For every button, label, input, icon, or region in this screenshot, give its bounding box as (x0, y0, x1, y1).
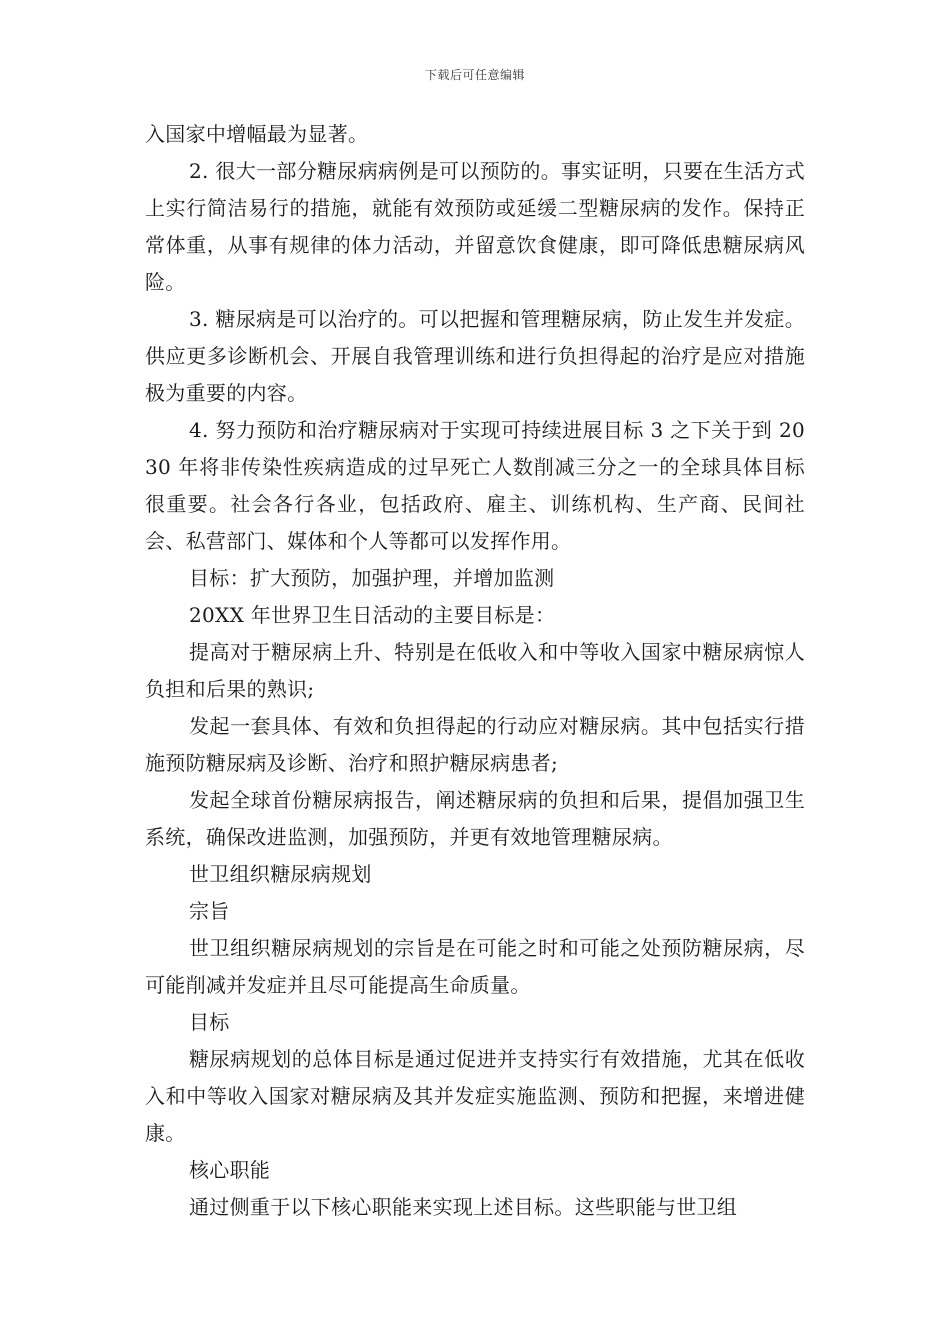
section-heading-programme: 世卫组织糖尿病规划 (189, 862, 372, 886)
paragraph-point-2: 2. 很大一部分糖尿病病例是可以预防的。事实证明，只要在生活方式上实行简洁易行的措施，就能有效预防或延缓二型糖尿病的发作。保持正常体重，从事有规律的体力活动，并留意饮食健康，即可降低患糖尿病风险。 (145, 159, 805, 294)
paragraph-goal-report: 发起全球首份糖尿病报告，阐述糖尿病的负担和后果，提倡加强卫生系统，确保改进监测，加强预防，并更有效地管理糖尿病。 (145, 788, 805, 849)
paragraph-objective: 糖尿病规划的总体目标是通过促进并支持实行有效措施，尤其在低收入和中等收入国家对糖尿病及其并发症实施监测、预防和把握，来增进健康。 (145, 1047, 805, 1145)
page-header: 下载后可任意编辑 (424, 68, 525, 82)
paragraph-core-functions: 通过侧重于以下核心职能来实现上述目标。这些职能与世卫组 (189, 1195, 738, 1219)
section-heading-purpose: 宗旨 (189, 899, 230, 923)
paragraph-goal-heading: 目标：扩大预防，加强护理，并增加监测 (189, 566, 555, 590)
section-heading-core-functions: 核心职能 (189, 1158, 271, 1182)
paragraph-continuation: 入国家中增幅最为显著。 (145, 122, 369, 146)
paragraph-goal-awareness: 提高对于糖尿病上升、特别是在低收入和中等收入国家中糖尿病惊人负担和后果的熟识; (145, 640, 805, 701)
paragraph-purpose: 世卫组织糖尿病规划的宗旨是在可能之时和可能之处预防糖尿病，尽可能削减并发症并且尽可能提高生命质量。 (145, 936, 805, 997)
paragraph-campaign-goals-intro: 20XX 年世界卫生日活动的主要目标是： (189, 603, 556, 627)
document-body (145, 116, 805, 1226)
paragraph-point-3: 3. 糖尿病是可以治疗的。可以把握和管理糖尿病，防止发生并发症。供应更多诊断机会、开展自我管理训练和进行负担得起的治疗是应对措施极为重要的内容。 (145, 307, 805, 405)
section-heading-objective: 目标 (189, 1010, 230, 1034)
paragraph-point-4: 4. 努力预防和治疗糖尿病对于实现可持续进展目标 3 之下关于到 2030 年将非传染性疾病造成的过早死亡人数削减三分之一的全球具体目标很重要。社会各行各业，包括政府、雇主、训练机构、生产商、民间社会、私营部门、媒体和个人等都可以发挥作用。 (145, 418, 805, 553)
paragraph-goal-actions: 发起一套具体、有效和负担得起的行动应对糖尿病。其中包括实行措施预防糖尿病及诊断、治疗和照护糖尿病患者; (145, 714, 805, 775)
